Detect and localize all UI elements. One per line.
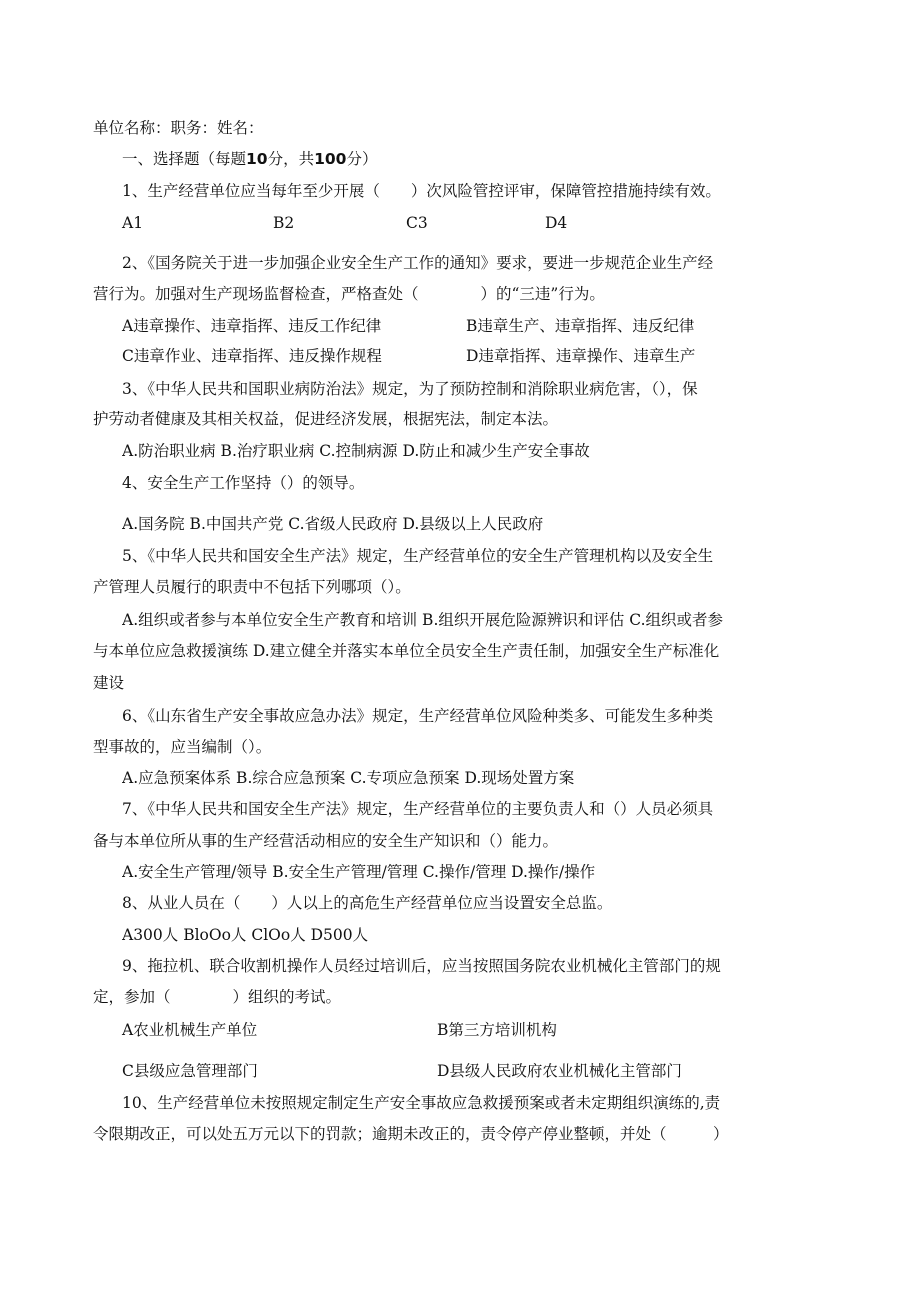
question-1-option-a: A1: [122, 214, 144, 232]
question-2-option-b: B违章生产、违章指挥、违反纪律: [466, 317, 695, 335]
question-6-line-1: 6、《山东省生产安全事故应急办法》规定，生产经营单位风险种类多、可能发生多种类: [122, 707, 714, 725]
question-2-option-d: D违章指挥、违章操作、违章生产: [466, 347, 696, 365]
question-8-options: A300人 BloOo人 ClOo人 D500人: [122, 926, 369, 944]
question-9-line-1: 9、拖拉机、联合收割机操作人员经过培训后，应当按照国务院农业机械化主管部门的规: [122, 957, 721, 975]
points-total: 100: [314, 150, 347, 168]
question-1-option-b: B2: [273, 214, 295, 232]
question-8-line-1: 8、从业人员在（ ）人以上的高危生产经营单位应当设置安全总监。: [122, 894, 613, 912]
question-10-line-1: 10、生产经营单位未按照规定制定生产安全事故应急救援预案或者未定期组织演练的,责: [122, 1094, 721, 1112]
question-9-option-c: C县级应急管理部门: [122, 1062, 258, 1080]
question-9-option-d: D县级人民政府农业机械化主管部门: [437, 1062, 682, 1080]
section-title: 一、选择题（每题10分，共100分）: [122, 150, 378, 168]
points-each: 10: [246, 150, 268, 168]
question-7-line-1: 7、《中华人民共和国安全生产法》规定，生产经营单位的主要负责人和（）人员必须具: [122, 800, 714, 818]
question-9-line-2: 定，参加（ ）组织的考试。: [93, 988, 342, 1006]
question-6-line-2: 型事故的，应当编制（）。: [93, 738, 272, 756]
question-1-option-c: C3: [406, 214, 428, 232]
question-5-options-line-2: 与本单位应急救援演练 D.建立健全并落实本单位全员安全生产责任制，加强安全生产标准化: [93, 642, 720, 660]
question-9-option-a: A农业机械生产单位: [122, 1021, 258, 1039]
question-3-options: A.防治职业病 B.治疗职业病 C.控制病源 D.防止和减少生产安全事故: [122, 442, 590, 460]
question-2-line-2: 营行为。加强对生产现场监督检查，严格查处（ ）的“三违”行为。: [93, 285, 605, 303]
question-1-line-1: 1、生产经营单位应当每年至少开展（ ）次风险管控评审，保障管控措施持续有效。: [122, 182, 721, 200]
question-5-line-2: 产管理人员履行的职责中不包括下列哪项（）。: [93, 578, 411, 596]
question-5-options-line-3: 建设: [93, 674, 125, 692]
header-info-line: 单位名称：职务：姓名：: [93, 119, 264, 137]
question-1-option-d: D4: [545, 214, 568, 232]
question-4-options: A.国务院 B.中国共产党 C.省级人民政府 D.县级以上人民政府: [122, 515, 544, 533]
question-5-line-1: 5、《中华人民共和国安全生产法》规定，生产经营单位的安全生产管理机构以及安全生: [122, 547, 714, 565]
question-10-line-2: 令限期改正，可以处五万元以下的罚款；逾期未改正的，责令停产停业整顿，并处（ ）: [93, 1125, 729, 1143]
question-7-line-2: 备与本单位所从事的生产经营活动相应的安全生产知识和（）能力。: [93, 832, 559, 850]
question-4-line-1: 4、安全生产工作坚持（）的领导。: [122, 474, 365, 492]
question-6-options: A.应急预案体系 B.综合应急预案 C.专项应急预案 D.现场处置方案: [122, 769, 575, 787]
question-3-line-1: 3、《中华人民共和国职业病防治法》规定，为了预防控制和消除职业病危害，（），保: [122, 380, 698, 398]
question-5-options-line-1: A.组织或者参与本单位安全生产教育和培训 B.组织开展危险源辨识和评估 C.组织或者参: [122, 611, 724, 629]
question-9-option-b: B第三方培训机构: [437, 1021, 557, 1039]
question-2-option-a: A违章操作、违章指挥、违反工作纪律: [122, 317, 382, 335]
question-2-line-1: 2、《国务院关于进一步加强企业安全生产工作的通知》要求，要进一步规范企业生产经: [122, 254, 714, 272]
question-2-option-c: C违章作业、违章指挥、违反操作规程: [122, 347, 382, 365]
question-3-line-2: 护劳动者健康及其相关权益，促进经济发展，根据宪法，制定本法。: [93, 410, 559, 428]
question-7-options: A.安全生产管理/领导 B.安全生产管理/管理 C.操作/管理 D.操作/操作: [122, 863, 596, 881]
